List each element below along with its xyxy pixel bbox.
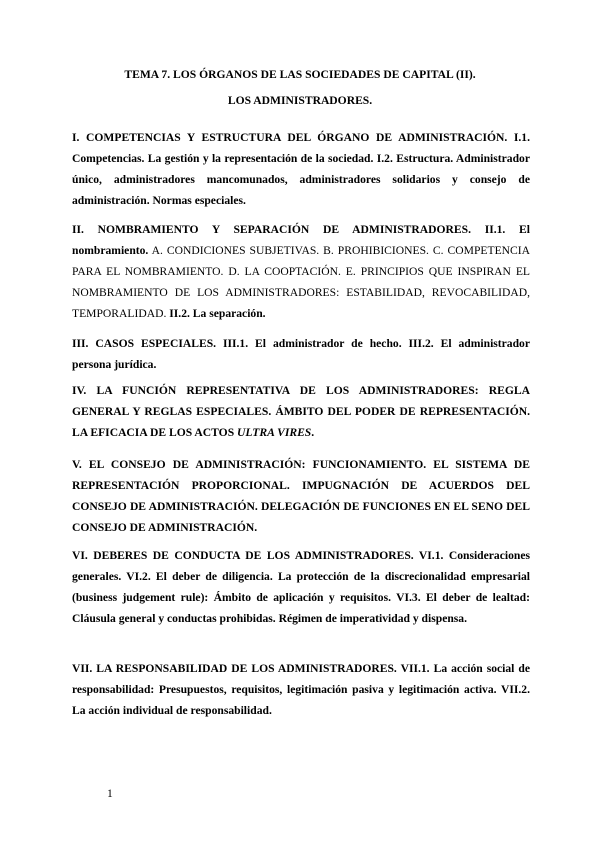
- page-number: 1: [107, 787, 113, 800]
- section-4-text: IV. LA FUNCIÓN REPRESENTATIVA DE LOS ADMINISTRADORES: REGLA GENERAL Y REGLAS ESPECIALES. ÁMBITO DEL PODER DE REPRESENTACIÓN. LA EFICACIA DE LOS ACTOS: [72, 384, 530, 439]
- section-7: VII. LA RESPONSABILIDAD DE LOS ADMINISTRADORES. VII.1. La acción social de responsabilidad: Presupuestos, requisitos, legitimación pasiva y legitimación activa. VII.2. La acción individual de responsabilidad.: [72, 662, 530, 717]
- section-2-heading: II. NOMBRAMIENTO Y SEPARACIÓN DE ADMINISTRADORES. II.1. El nombramiento.: [72, 223, 530, 257]
- section-2: [72, 219, 530, 324]
- section-5: V. EL CONSEJO DE ADMINISTRACIÓN: FUNCIONAMIENTO. EL SISTEMA DE REPRESENTACIÓN PROPORCIONAL. IMPUGNACIÓN DE ACUERDOS DEL CONSEJO DE ADMINISTRACIÓN. DELEGACIÓN DE FUNCIONES EN EL SENO DEL CONSEJO DE ADMINISTRACIÓN.: [72, 458, 530, 534]
- section-6: VI. DEBERES DE CONDUCTA DE LOS ADMINISTRADORES. VI.1. Consideraciones generales. VI.2. El deber de diligencia. La protección de la discrecionalidad empresarial (business judgement rule): Ámbito de aplicación y requisitos. VI.3. El deber de lealtad: Cláusula general y conductas prohibidas. Régimen de imperatividad y dispensa.: [72, 549, 530, 625]
- section-1: I. COMPETENCIAS Y ESTRUCTURA DEL ÓRGANO DE ADMINISTRACIÓN. I.1. Competencias. La gestión y la representación de la sociedad. I.2. Estructura. Administrador único, administradores mancomunados, administradores solidarios y consejo de administración. Normas especiales.: [72, 131, 530, 207]
- document-title-line-1: TEMA 7. LOS ÓRGANOS DE LAS SOCIEDADES DE CAPITAL (II).: [124, 68, 476, 81]
- section-4-italic: ULTRA VIRES: [237, 426, 312, 439]
- section-3: III. CASOS ESPECIALES. III.1. El administrador de hecho. III.2. El administrador persona jurídica.: [72, 337, 530, 371]
- section-2-subheading: II.2. La separación.: [169, 307, 266, 320]
- section-4-tail: .: [311, 426, 315, 439]
- document-title-line-2: LOS ADMINISTRADORES.: [227, 94, 373, 107]
- section-4: [72, 380, 530, 443]
- section-2-body: A. CONDICIONES SUBJETIVAS. B. PROHIBICIONES. C. COMPETENCIA PARA EL NOMBRAMIENTO. D. LA COOPTACIÓN. E. PRINCIPIOS QUE INSPIRAN EL NOMBRAMIENTO DE LOS ADMINISTRADORES: ESTABILIDAD, REVOCABILIDAD, TEMPORALIDAD.: [72, 244, 530, 320]
